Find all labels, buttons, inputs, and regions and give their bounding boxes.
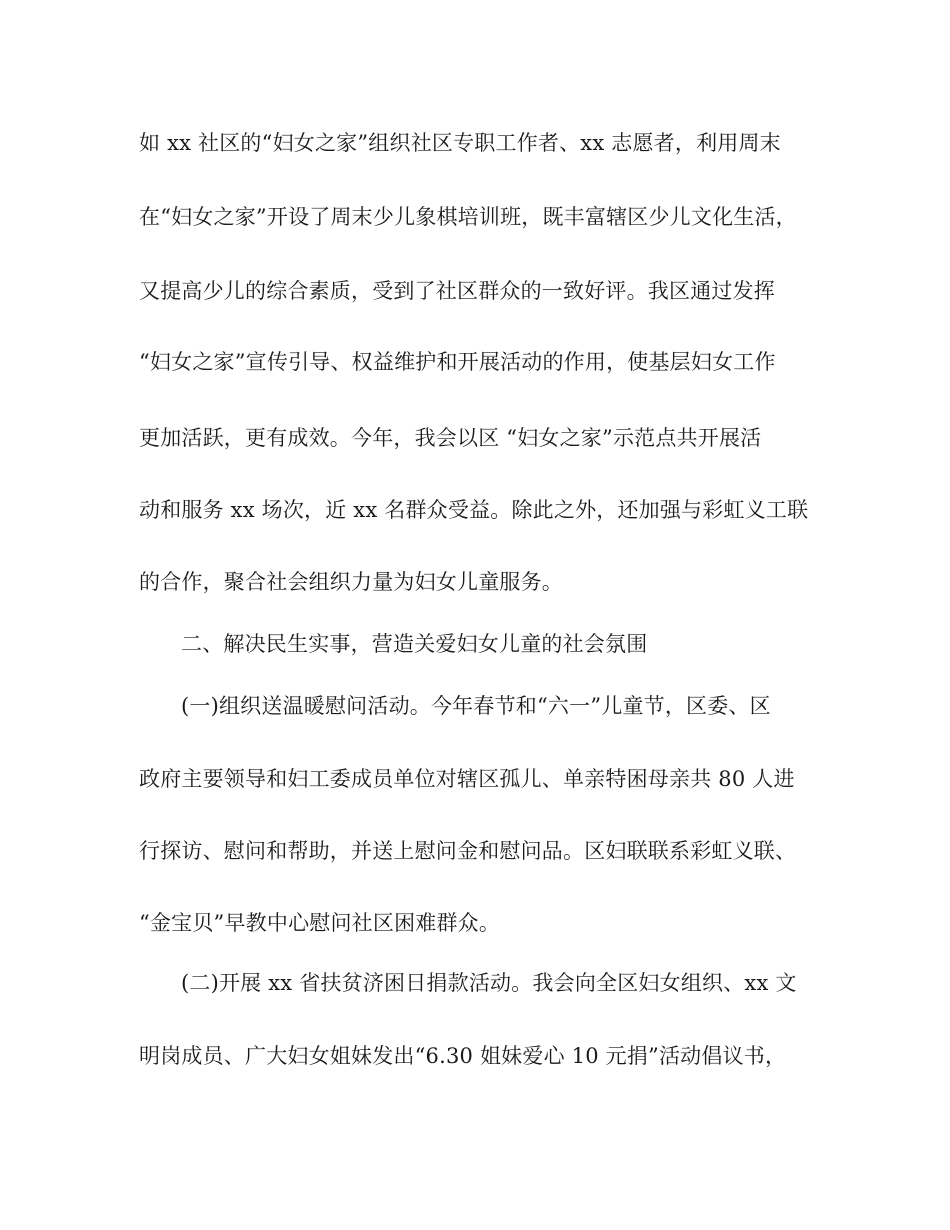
paragraph-line: 政府主要领导和妇工委成员单位对辖区孤儿、单亲特困母亲共 80 人进 — [139, 767, 795, 791]
paragraph-line: 如 xx 社区的“妇女之家”组织社区专职工作者、xx 志愿者，利用周末 — [139, 131, 781, 155]
paragraph-line: 在“妇女之家”开设了周末少儿象棋培训班，既丰富辖区少儿文化生活， — [139, 205, 797, 229]
section-heading: 二、解决民生实事，营造关爱妇女儿童的社会氛围 — [181, 632, 648, 656]
paragraph-line: 行探访、慰问和帮助，并送上慰问金和慰问品。区妇联联系彩虹义联、 — [139, 839, 797, 863]
paragraph-line: “妇女之家”宣传引导、权益维护和开展活动的作用，使基层妇女工作 — [139, 350, 776, 374]
paragraph-line: “金宝贝”早教中心慰问社区困难群众。 — [139, 911, 501, 935]
paragraph-line: 更加活跃，更有成效。今年，我会以区 “妇女之家”示范点共开展活 — [139, 426, 762, 450]
paragraph-line: 又提高少儿的综合素质，受到了社区群众的一致好评。我区通过发挥 — [139, 279, 775, 303]
paragraph-line: 动和服务 xx 场次，近 xx 名群众受益。除此之外，还加强与彩虹义工联 — [139, 498, 809, 522]
paragraph-line: 的合作，聚合社会组织力量为妇女儿童服务。 — [139, 570, 563, 594]
paragraph-line: (一)组织送温暖慰问活动。今年春节和“六一”儿童节，区委、区 — [181, 694, 771, 718]
paragraph-line: (二)开展 xx 省扶贫济困日捐款活动。我会向全区妇女组织、xx 文 — [181, 971, 797, 995]
paragraph-line: 明岗成员、广大妇女姐妹发出“6.30 姐妹爱心 10 元捐”活动倡议书， — [139, 1044, 787, 1068]
